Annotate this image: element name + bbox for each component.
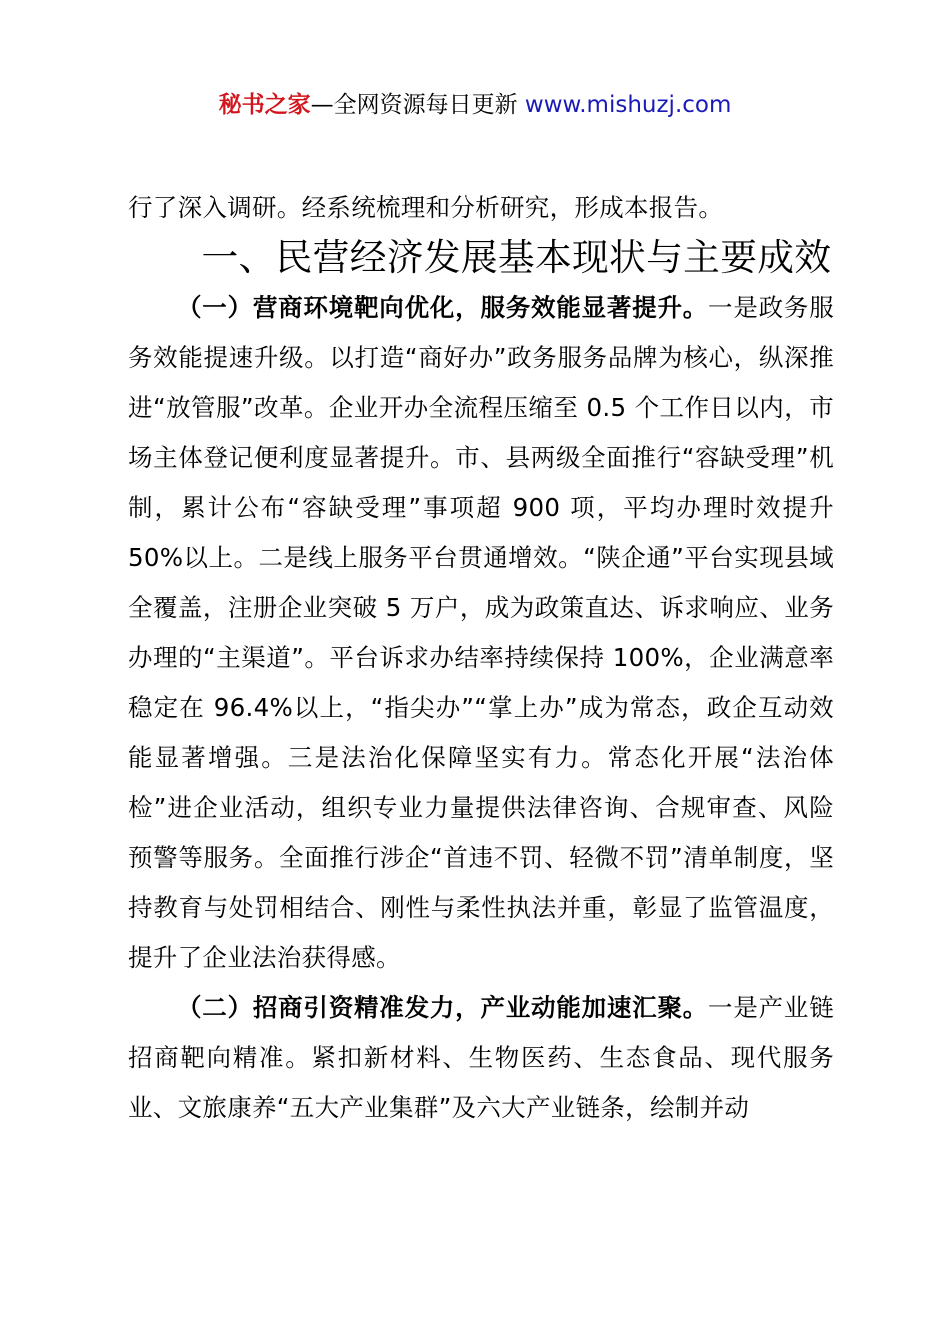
document-body: [128, 183, 834, 1133]
intro-continuation: 行了深入调研。经系统梳理和分析研究，形成本报告。: [128, 193, 724, 222]
paragraph-investment: [128, 983, 834, 1133]
page-header: [0, 88, 950, 122]
site-url-link[interactable]: www.mishuzj.com: [524, 92, 732, 118]
paragraph-body: 一是政务服务效能提速升级。以打造“商好办”政务服务品牌为核心，纵深推进“放管服”改革。企业开办全流程压缩至 0.5 个工作日以内，市场主体登记便利度显著提升。市、县两级全面推行“容缺受理”机制，累计公布“容缺受理”事项超 900 项，平均办理时效提升 50%以上。二是线上服务平台贯通增效。“陕企通”平台实现县域全覆盖，注册企业突破 5 万户，成为政策直达、诉求响应、业务办理的“主渠道”。平台诉求办结率持续保持 100%，企业满意率稳定在 96.4%以上，“指尖办”“掌上办”成为常态，政企互动效能显著增强。三是法治化保障坚实有力。常态化开展“法治体检”进企业活动，组织专业力量提供法律咨询、合规审查、风险预警等服务。全面推行涉企“首违不罚、轻微不罚”清单制度，坚持教育与处罚相结合、刚性与柔性执法并重，彰显了监管温度，提升了企业法治获得感。: [128, 293, 834, 972]
site-tagline: —全网资源每日更新: [310, 92, 525, 118]
section-heading: 一、民营经济发展基本现状与主要成效: [201, 236, 832, 279]
paragraph-body: 一是产业链招商靶向精准。紧扣新材料、生物医药、生态食品、现代服务业、文旅康养“五大产业集群”及六大产业链条，绘制并动: [128, 993, 834, 1122]
paragraph-business-environment: [128, 283, 834, 983]
paragraph-lead: （一）营商环境靶向优化，服务效能显著提升。: [177, 293, 709, 322]
paragraph-lead: （二）招商引资精准发力，产业动能加速汇聚。: [177, 993, 709, 1022]
site-brand: 秘书之家: [218, 92, 311, 118]
